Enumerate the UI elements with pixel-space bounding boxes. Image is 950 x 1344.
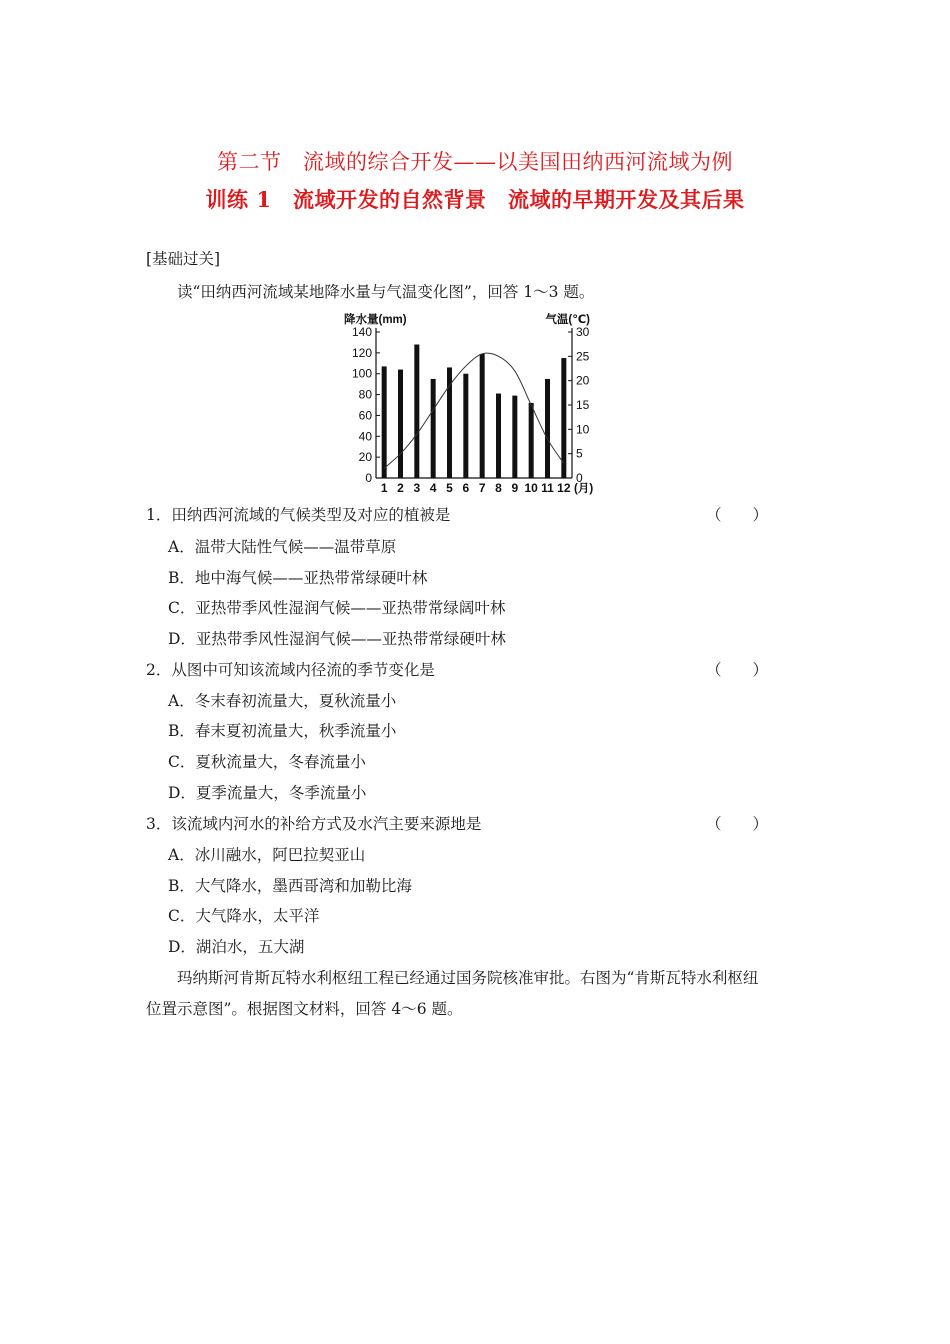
left-tick-label: 120 [351,345,372,360]
training-title: 训练 1 流域开发的自然背景 流域的早期开发及其后果 [205,187,745,212]
month-tick-label: 7 [478,481,486,495]
month-tick-label: 6 [462,481,470,495]
right-tick-label: 5 [576,446,583,461]
question-1-option-d: D．亚热带季风性湿润气候——亚热带常绿硬叶林 [168,630,506,648]
precipitation-bar [512,396,517,478]
left-tick-label: 20 [358,450,372,465]
question-1-stem: 1．田纳西河流域的气候类型及对应的植被是 [146,506,451,524]
month-tick-label: 11 [541,481,554,495]
month-tick-label: 2 [397,481,404,495]
question-1-option-c: C．亚热带季风性湿润气候——亚热带常绿阔叶林 [168,599,506,617]
intro-text: 读“田纳西河流域某地降水量与气温变化图”，回答 1～3 题。 [177,283,595,301]
question-2-answer-bracket: （ ） [706,661,769,679]
question-2-stem: 2．从图中可知该流域内径流的季节变化是 [146,661,435,679]
question-2-option-d: D．夏季流量大，冬季流量小 [168,784,367,802]
question-1-answer-bracket: （ ） [706,506,769,524]
precipitation-bar [447,367,452,478]
question-3-option-d: D．湖泊水，五大湖 [168,938,305,956]
month-tick-label: 4 [429,481,437,495]
question-1-option-a: A．温带大陆性气候——温带草原 [168,538,397,556]
question-2-option-a: A．冬末春初流量大，夏秋流量小 [168,692,397,710]
precipitation-bar [561,358,566,478]
left-tick-label: 0 [365,471,372,485]
precipitation-bar [398,370,403,478]
question-1-option-b: B．地中海气候——亚热带常绿硬叶林 [168,569,428,587]
left-tick-label: 140 [351,325,372,339]
closing-paragraph-line-2: 位置示意图”。根据图文材料，回答 4～6 题。 [146,1000,463,1018]
precipitation-bar [463,374,468,478]
month-tick-label: 3 [413,481,421,495]
left-axis-title: 降水量(mm) [344,314,407,326]
month-tick-label: 1 [380,481,388,495]
question-3-option-b: B．大气降水，墨西哥湾和加勒比海 [168,877,412,895]
climate-chart [340,306,600,496]
right-axis-title: 气温(℃) [545,314,590,326]
month-tick-label: 9 [511,481,519,495]
month-tick-label: 8 [495,481,502,495]
right-tick-label: 20 [576,373,590,388]
left-tick-label: 40 [358,429,372,444]
precipitation-bar [431,379,436,478]
question-2-option-c: C．夏秋流量大，冬春流量小 [168,753,366,771]
precipitation-bar [529,403,534,478]
question-3-option-c: C．大气降水，太平洋 [168,907,320,925]
question-3-option-a: A．冰川融水，阿巴拉契亚山 [168,846,366,864]
question-2-option-b: B．春末夏初流量大，秋季流量小 [168,722,397,740]
precipitation-bar [414,345,419,478]
question-3-answer-bracket: （ ） [706,815,769,833]
right-tick-label: 15 [576,398,590,412]
month-tick-label: 12 [557,481,571,495]
right-tick-label: 0 [576,471,583,485]
precipitation-bar [545,379,550,478]
precipitation-bar [496,394,501,478]
right-tick-label: 30 [576,325,590,339]
right-tick-label: 25 [576,349,590,364]
month-tick-label: 5 [446,481,453,495]
section-title: 第二节 流域的综合开发——以美国田纳西河流域为例 [217,150,733,174]
precipitation-bar [480,354,485,478]
x-axis-unit: (月) [574,483,594,495]
month-tick-label: 10 [524,481,538,495]
left-tick-label: 60 [358,408,372,423]
left-tick-label: 80 [358,387,372,402]
temperature-line [384,353,564,468]
left-tick-label: 100 [351,366,372,381]
closing-paragraph-line-1: 玛纳斯河肯斯瓦特水利枢纽工程已经通过国务院核准审批。右图为“肯斯瓦特水利枢纽 [177,969,759,987]
precipitation-bar [382,366,387,478]
question-3-stem: 3．该流域内河水的补给方式及水汽主要来源地是 [146,815,482,833]
right-tick-label: 10 [576,422,590,437]
section-label: [基础过关] [146,250,221,268]
